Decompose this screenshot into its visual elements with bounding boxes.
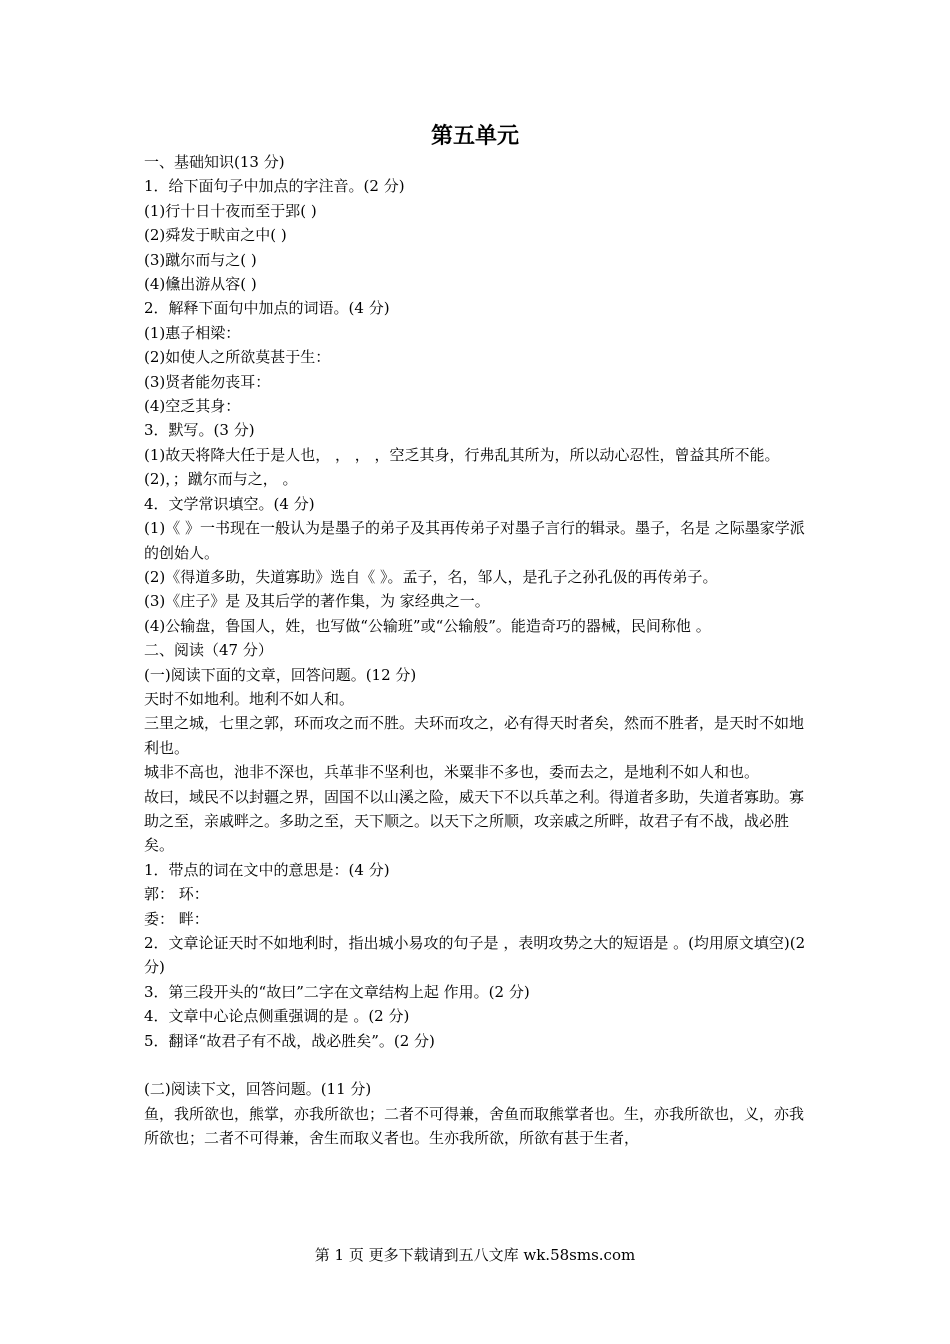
text-line: (4)公输盘，鲁国人，姓，也写做“公输班”或“公输般”。能造奇巧的器械，民间称他 。	[144, 616, 711, 635]
text-line: (1)行十日十夜而至于郢( )	[144, 201, 317, 220]
text-line: (4)儵出游从容( )	[144, 275, 257, 294]
document-body	[144, 150, 808, 1151]
text-line: 2．文章论证天时不如地利时，指出城小易攻的句子是 ，表明攻势之大的短语是 。(均用原文填空)(2 分)	[144, 934, 806, 977]
text-line: 郭： 环：	[144, 885, 209, 904]
text-line: 1．带点的词在文中的意思是：(4 分)	[144, 860, 390, 879]
text-line: (二)阅读下文，回答问题。(11 分)	[144, 1080, 372, 1099]
text-line: (2)《得道多助，失道寡助》选自《 》。孟子，名，邹人，是孔子之孙孔伋的再传弟子。	[144, 567, 718, 586]
text-line: (1)故天将降大任于是人也， ， ， ，空乏其身，行弗乱其所为，所以动心忍性，曾益其所不能。	[144, 445, 780, 464]
text-line: 2．解释下面句中加点的词语。(4 分)	[144, 299, 390, 318]
text-line: (1)惠子相梁：	[144, 323, 241, 342]
page-title: 第五单元	[430, 124, 519, 149]
text-line: 委： 畔：	[144, 909, 209, 928]
text-line: 故曰，域民不以封疆之界，固国不以山溪之险，威天下不以兵革之利。得道者多助，失道者寡助。寡助之至，亲戚畔之。多助之至，天下顺之。以天下之所顺，攻亲戚之所畔，故君子有不战，战必胜矣。	[144, 787, 805, 855]
text-line: (2)如使人之所欲莫甚于生：	[144, 348, 331, 367]
text-line: (一)阅读下面的文章，回答问题。(12 分)	[144, 665, 417, 684]
text-line: 城非不高也，池非不深也，兵革非不坚利也，米粟非不多也，委而去之，是地利不如人和也。	[144, 763, 760, 782]
text-line: 天时不如地利。地利不如人和。	[144, 689, 355, 708]
blank-line	[144, 1053, 808, 1077]
text-line: 1．给下面句子中加点的字注音。(2 分)	[144, 177, 405, 196]
text-line: 4．文章中心论点侧重强调的是 。(2 分)	[144, 1007, 410, 1026]
text-line: (1)《 》一书现在一般认为是墨子的弟子及其再传弟子对墨子言行的辑录。墨子，名是 之际墨家学派的创始人。	[144, 519, 805, 562]
text-line: 三里之城，七里之郭，环而攻之而不胜。夫环而攻之，必有得天时者矣，然而不胜者，是天时不如地利也。	[144, 714, 805, 757]
text-line: (3)蹴尔而与之( )	[144, 250, 257, 269]
text-line: 一、基础知识(13 分)	[144, 153, 285, 171]
text-line: 3．第三段开头的“故曰”二字在文章结构上起 作用。(2 分)	[144, 982, 530, 1001]
text-line: 鱼，我所欲也，熊掌，亦我所欲也；二者不可得兼，舍鱼而取熊掌者也。生，亦我所欲也，义，亦我所欲也；二者不可得兼，舍生而取义者也。生亦我所欲，所欲有甚于生者，	[144, 1104, 805, 1148]
text-line: 3．默写。(3 分)	[144, 421, 255, 440]
text-line: (3)贤者能勿丧耳：	[144, 372, 271, 391]
text-line: (2)舜发于畎亩之中( )	[144, 226, 287, 245]
text-line: (3)《庄子》是 及其后学的著作集，为 家经典之一。	[144, 592, 490, 611]
text-line: (4)空乏其身：	[144, 397, 241, 416]
page-footer: 第 1 页 更多下载请到五八文库 wk.58sms.com	[314, 1246, 636, 1264]
text-line: (2)，；蹴尔而与之， 。	[144, 470, 298, 489]
text-line: 二、阅读（47 分）	[144, 641, 273, 660]
text-line: 5．翻译“故君子有不战，战必胜矣”。(2 分)	[144, 1031, 435, 1050]
text-line: 4．文学常识填空。(4 分)	[144, 494, 315, 513]
